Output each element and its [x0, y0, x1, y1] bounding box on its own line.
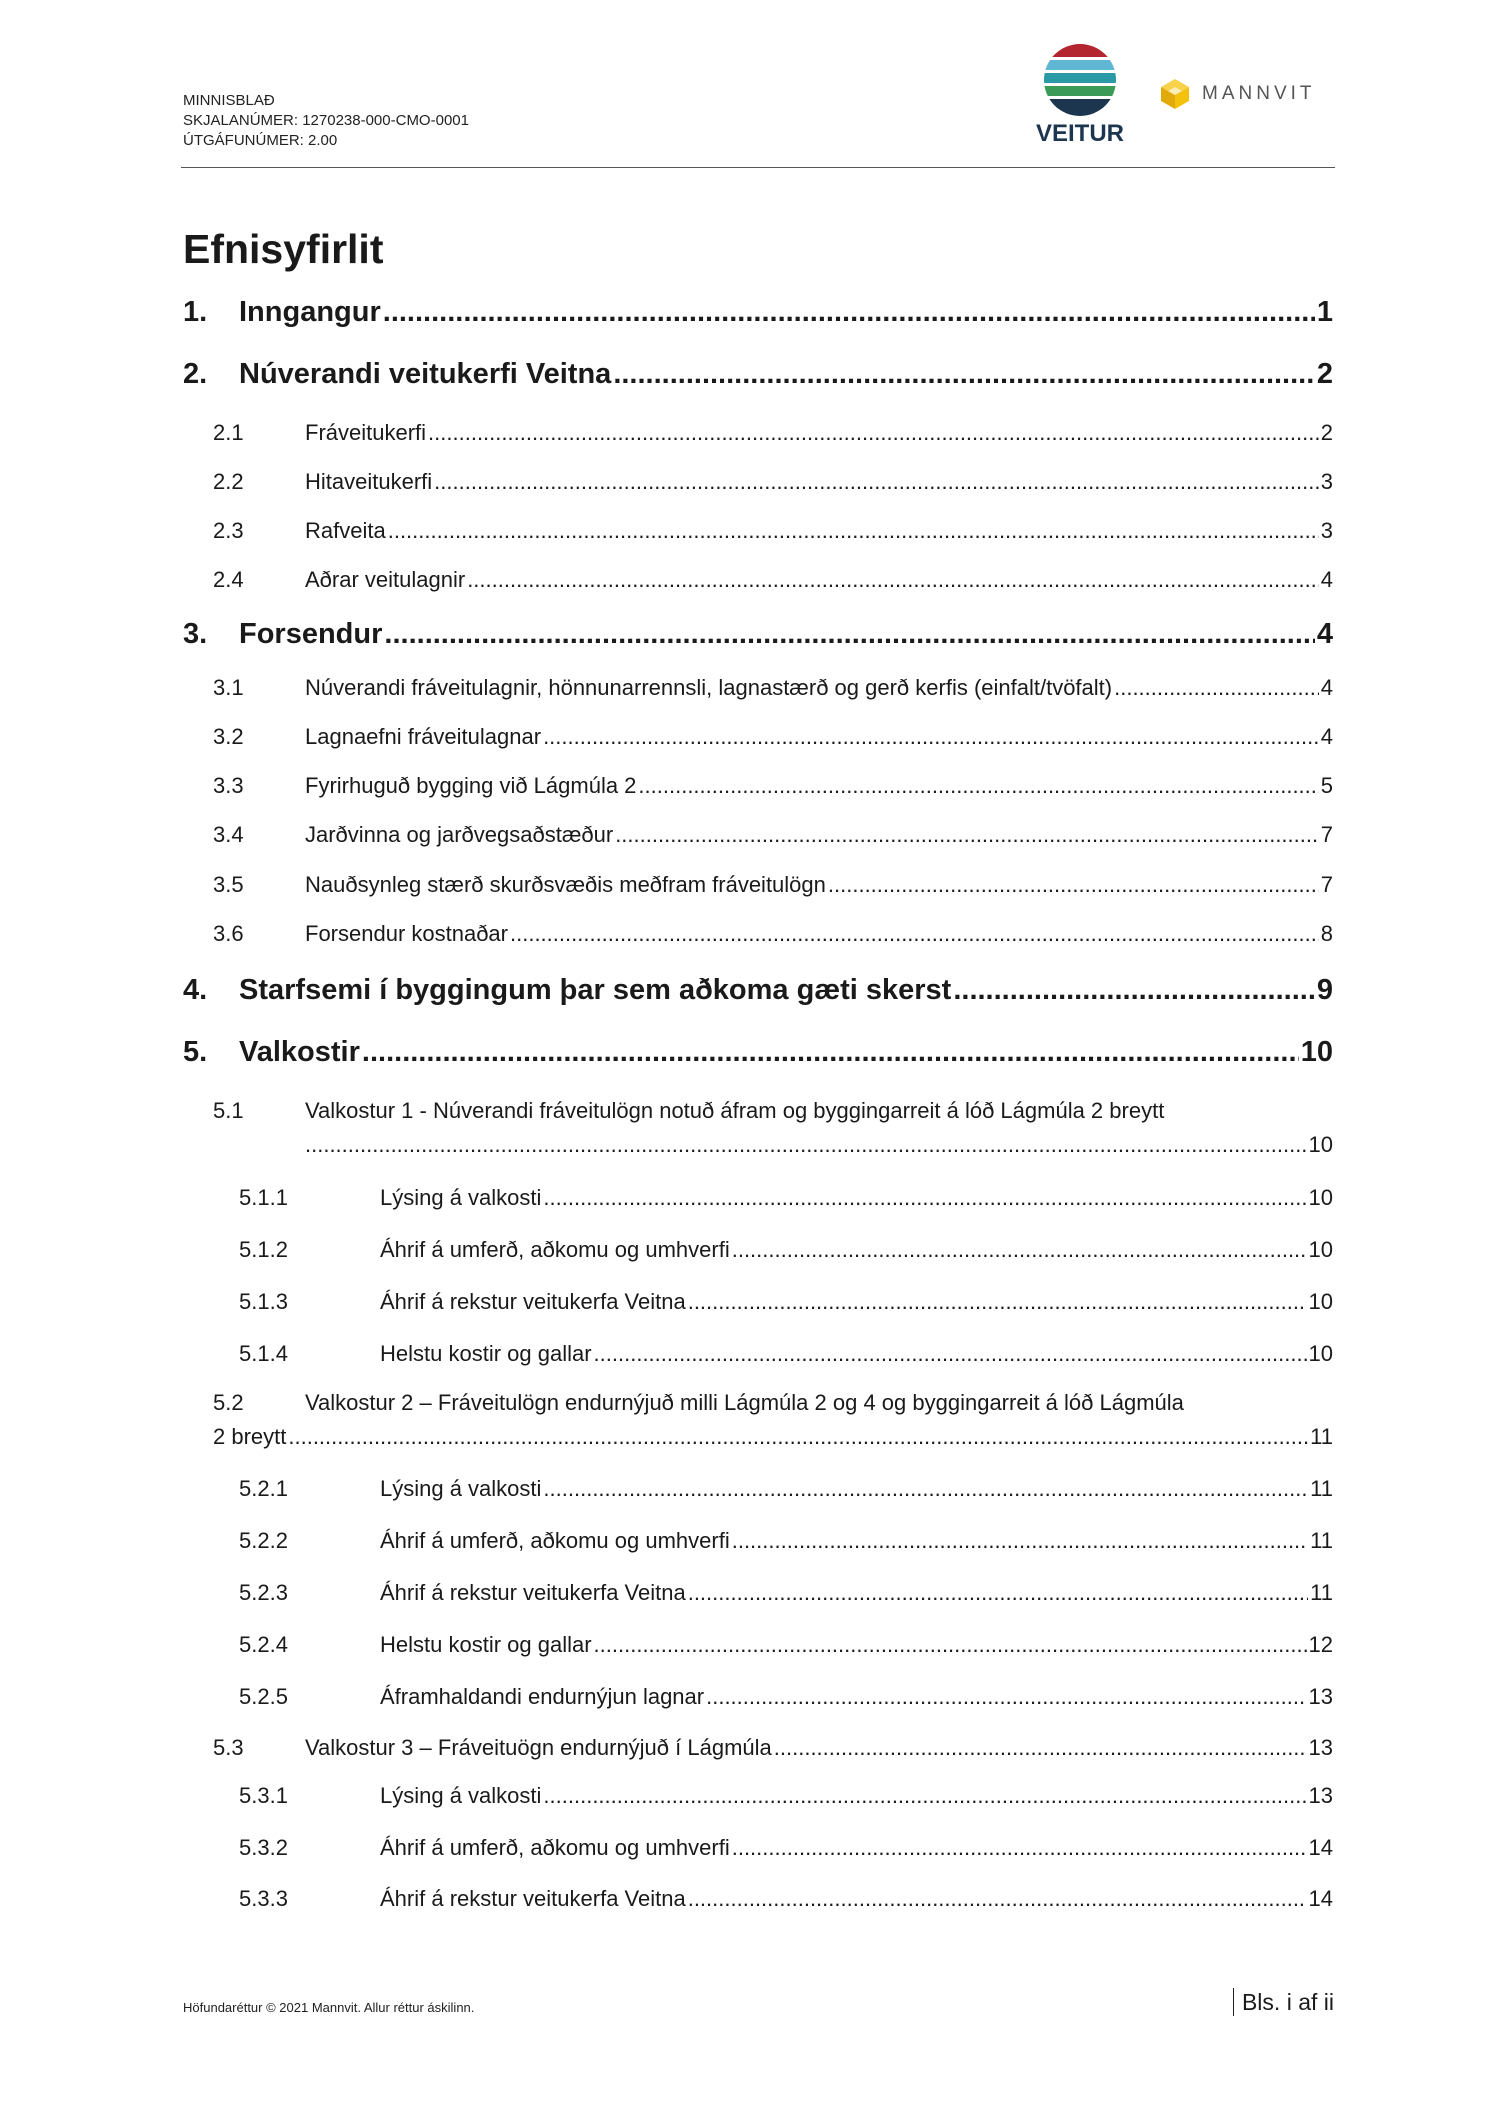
header-divider	[181, 167, 1335, 168]
toc-entry-page: 3	[1320, 469, 1333, 494]
toc-entry-3-2[interactable]	[183, 724, 1333, 764]
toc-entry-number: 5.2.5	[239, 1684, 288, 1709]
toc-entry-2-4[interactable]	[183, 567, 1333, 607]
doc-type: MINNISBLAÐ	[183, 92, 275, 109]
toc-entry-page: 2	[1320, 420, 1333, 445]
toc-entry-5-2-4[interactable]	[183, 1632, 1333, 1672]
toc-entry-label: Valkostur 1 - Núverandi fráveitulögn notuð áfram og byggingarreit á lóð Lágmúla 2 breytt	[305, 1098, 1165, 1123]
toc-entry-number: 5.2	[213, 1390, 244, 1415]
toc-dot-leader	[615, 822, 1319, 848]
toc-entry-page: 13	[1308, 1735, 1333, 1760]
toc-entry-label: Forsendur	[239, 618, 383, 650]
toc-entry-page: 14	[1308, 1886, 1333, 1911]
toc-entry-3-5[interactable]	[183, 872, 1333, 912]
mannvit-cube-icon	[1158, 77, 1192, 111]
toc-entry-number: 2.2	[213, 469, 244, 494]
toc-entry-page: 11	[1310, 1528, 1333, 1553]
toc-entry-5-1[interactable]	[183, 1098, 1333, 1170]
toc-entry-3-4[interactable]	[183, 822, 1333, 862]
toc-entry-page: 4	[1320, 724, 1333, 749]
toc-dot-leader	[288, 1424, 1308, 1450]
toc-entry-number: 5.1.2	[239, 1237, 288, 1262]
toc-entry-5-2-5[interactable]	[183, 1684, 1333, 1724]
toc-entry-number: 2.1	[213, 420, 244, 445]
toc-entry-page: 13	[1308, 1684, 1333, 1709]
file-number: SKJALANÚMER: 1270238-000-CMO-0001	[183, 112, 469, 129]
toc-entry-5-1-4[interactable]	[183, 1341, 1333, 1381]
version-number: ÚTGÁFUNÚMER: 2.00	[183, 132, 338, 149]
toc-entry-page: 4	[1320, 567, 1333, 592]
toc-entry-label: Lýsing á valkosti	[380, 1476, 542, 1501]
toc-dot-leader	[732, 1237, 1307, 1263]
veitur-logo	[1024, 36, 1136, 148]
toc-dot-leader	[732, 1835, 1307, 1861]
toc-entry-label: Lýsing á valkosti	[380, 1185, 542, 1210]
toc-entry-label: Áhrif á umferð, aðkomu og umhverfi	[380, 1237, 730, 1262]
toc-entry-number: 5.1.4	[239, 1341, 288, 1366]
toc-dot-leader	[510, 921, 1319, 947]
toc-entry-number: 3.3	[213, 773, 244, 798]
toc-entry-5-3-2[interactable]	[183, 1835, 1333, 1875]
toc-entry-page: 5	[1320, 773, 1333, 798]
toc-entry-label: Lýsing á valkosti	[380, 1783, 542, 1808]
toc-entry-page: 3	[1320, 518, 1333, 543]
toc-entry-5-2-1[interactable]	[183, 1476, 1333, 1516]
toc-entry-page: 7	[1320, 822, 1333, 847]
toc-entry-number: 5.	[183, 1036, 208, 1068]
toc-entry-number: 5.1.1	[239, 1185, 288, 1210]
toc-entry-page: 11	[1310, 1476, 1333, 1501]
toc-entry-page: 7	[1320, 872, 1333, 897]
toc-entry-label: Áhrif á umferð, aðkomu og umhverfi	[380, 1528, 730, 1553]
toc-entry-number: 2.4	[213, 567, 244, 592]
toc-entry-label: Starfsemi í byggingum þar sem aðkoma gæti skerst	[239, 974, 952, 1006]
toc-entry-number: 2.3	[213, 518, 244, 543]
toc-dot-leader	[613, 358, 1315, 391]
toc-entry-label: Áhrif á rekstur veitukerfa Veitna	[380, 1289, 686, 1314]
toc-entry-3-1[interactable]	[183, 675, 1333, 715]
toc-entry-label-continued: 2 breytt	[213, 1424, 287, 1449]
mannvit-logo	[1158, 74, 1316, 114]
toc-entry-3[interactable]	[183, 618, 1333, 658]
toc-entry-label: Áhrif á rekstur veitukerfa Veitna	[380, 1886, 686, 1911]
toc-dot-leader	[543, 1185, 1306, 1211]
toc-entry-label: Fráveitukerfi	[305, 420, 427, 445]
toc-entry-page: 4	[1320, 675, 1333, 700]
toc-entry-5-1-3[interactable]	[183, 1289, 1333, 1329]
toc-entry-3-3[interactable]	[183, 773, 1333, 813]
toc-dot-leader	[543, 724, 1319, 750]
toc-dot-leader	[434, 469, 1319, 495]
toc-dot-leader	[428, 420, 1319, 446]
toc-entry-5-2-2[interactable]	[183, 1528, 1333, 1568]
toc-entry-number: 5.3.1	[239, 1783, 288, 1808]
toc-entry-number: 5.2.1	[239, 1476, 288, 1501]
toc-entry-5-1-1[interactable]	[183, 1185, 1333, 1225]
toc-entry-page: 10	[1308, 1185, 1333, 1210]
toc-entry-page: 11	[1310, 1424, 1333, 1449]
toc-entry-number: 3.4	[213, 822, 244, 847]
toc-entry-page: 4	[1316, 618, 1333, 650]
toc-entry-5-3-3[interactable]	[183, 1886, 1333, 1926]
toc-entry-5-3[interactable]	[183, 1735, 1333, 1775]
toc-entry-page: 14	[1308, 1835, 1333, 1860]
toc-entry-page: 1	[1316, 296, 1333, 328]
toc-entry-page: 9	[1316, 974, 1333, 1006]
toc-entry-page: 2	[1316, 358, 1333, 390]
toc-entry-5[interactable]	[183, 1036, 1333, 1076]
toc-entry-page: 13	[1308, 1783, 1333, 1808]
toc-dot-leader	[362, 1036, 1299, 1069]
toc-entry-number: 5.2.2	[239, 1528, 288, 1553]
toc-title: Efnisyfirlit	[183, 226, 384, 272]
toc-entry-number: 1.	[183, 296, 208, 328]
toc-dot-leader	[594, 1341, 1307, 1367]
toc-entry-label: Rafveita	[305, 518, 386, 543]
toc-entry-label: Valkostir	[239, 1036, 360, 1068]
toc-entry-page: 11	[1310, 1580, 1333, 1605]
toc-entry-label: Fyrirhuguð bygging við Lágmúla 2	[305, 773, 637, 798]
toc-entry-5-1-2[interactable]	[183, 1237, 1333, 1277]
toc-entry-number: 5.1	[213, 1098, 244, 1123]
toc-dot-leader	[388, 518, 1319, 544]
toc-entry-label: Aðrar veitulagnir	[305, 567, 466, 592]
toc-entry-page: 8	[1320, 921, 1333, 946]
toc-entry-number: 3.5	[213, 872, 244, 897]
toc-entry-page: 10	[1300, 1036, 1333, 1068]
toc-entry-label: Núverandi fráveitulagnir, hönnunarrennsli, lagnastærð og gerð kerfis (einfalt/tvöfalt)	[305, 675, 1113, 700]
toc-dot-leader	[688, 1580, 1308, 1606]
footer-copyright: Höfundaréttur © 2021 Mannvit. Allur réttur áskilinn.	[183, 2000, 475, 2015]
toc-dot-leader	[543, 1476, 1308, 1502]
toc-dot-leader	[688, 1886, 1307, 1912]
toc-entry-number: 5.3.3	[239, 1886, 288, 1911]
toc-entry-label: Valkostur 3 – Fráveituögn endurnýjuð í Lágmúla	[305, 1735, 772, 1760]
toc-dot-leader	[1114, 675, 1319, 701]
veitur-logo-text: VEITUR	[1035, 120, 1125, 147]
toc-entry-2-3[interactable]	[183, 518, 1333, 558]
toc-dot-leader	[638, 773, 1318, 799]
toc-entry-label: Nauðsynleg stærð skurðsvæðis meðfram fráveitulögn	[305, 872, 826, 897]
toc-dot-leader	[543, 1783, 1306, 1809]
toc-entry-page: 10	[1308, 1132, 1333, 1157]
toc-dot-leader	[467, 567, 1319, 593]
toc-entry-number: 4.	[183, 974, 208, 1006]
toc-entry-number: 3.1	[213, 675, 244, 700]
toc-entry-label: Valkostur 2 – Fráveitulögn endurnýjuð milli Lágmúla 2 og 4 og byggingarreit á lóð Lágmúla	[305, 1390, 1184, 1415]
mannvit-logo-text: MANNVIT	[1202, 83, 1316, 104]
toc-dot-leader	[706, 1684, 1306, 1710]
toc-dot-leader	[953, 974, 1315, 1007]
toc-entry-3-6[interactable]	[183, 921, 1333, 961]
toc-entry-5-2-3[interactable]	[183, 1580, 1333, 1620]
toc-entry-2-1[interactable]	[183, 420, 1333, 460]
toc-entry-label: Jarðvinna og jarðvegsaðstæður	[305, 822, 614, 847]
footer-page-number: Bls. i af ii	[1233, 1988, 1334, 2016]
toc-entry-5-2[interactable]	[183, 1390, 1333, 1462]
toc-entry-page: 10	[1308, 1237, 1333, 1262]
document-meta	[183, 91, 469, 151]
toc-dot-leader	[774, 1735, 1307, 1761]
toc-entry-page: 10	[1308, 1341, 1333, 1366]
toc-entry-label: Hitaveitukerfi	[305, 469, 433, 494]
toc-entry-page: 12	[1308, 1632, 1333, 1657]
toc-entry-number: 5.3	[213, 1735, 244, 1760]
toc-entry-label: Lagnaefni fráveitulagnar	[305, 724, 542, 749]
toc-dot-leader	[305, 1132, 1307, 1158]
toc-entry-number: 5.2.4	[239, 1632, 288, 1657]
toc-entry-number: 3.2	[213, 724, 244, 749]
toc-entry-number: 5.1.3	[239, 1289, 288, 1314]
toc-entry-label: Forsendur kostnaðar	[305, 921, 508, 946]
toc-entry-label: Áhrif á umferð, aðkomu og umhverfi	[380, 1835, 730, 1860]
toc-entry-number: 3.	[183, 618, 208, 650]
toc-entry-2-2[interactable]	[183, 469, 1333, 509]
toc-entry-number: 2.	[183, 358, 208, 390]
toc-entry-label: Áframhaldandi endurnýjun lagnar	[380, 1684, 705, 1709]
toc-entry-label: Helstu kostir og gallar	[380, 1632, 592, 1657]
toc-entry-label: Núverandi veitukerfi Veitna	[239, 358, 612, 390]
toc-entry-number: 3.6	[213, 921, 244, 946]
toc-entry-4[interactable]	[183, 974, 1333, 1014]
toc-dot-leader	[828, 872, 1319, 898]
toc-dot-leader	[384, 618, 1314, 651]
toc-entry-label: Helstu kostir og gallar	[380, 1341, 592, 1366]
toc-dot-leader	[732, 1528, 1308, 1554]
toc-entry-label: Áhrif á rekstur veitukerfa Veitna	[380, 1580, 686, 1605]
toc-entry-1[interactable]	[183, 296, 1333, 336]
toc-dot-leader	[688, 1289, 1307, 1315]
toc-entry-number: 5.3.2	[239, 1835, 288, 1860]
toc-dot-leader	[383, 296, 1315, 329]
toc-entry-5-3-1[interactable]	[183, 1783, 1333, 1823]
toc-entry-number: 5.2.3	[239, 1580, 288, 1605]
toc-entry-2[interactable]	[183, 358, 1333, 398]
toc-entry-label: Inngangur	[239, 296, 381, 328]
toc-entry-page: 10	[1308, 1289, 1333, 1314]
toc-dot-leader	[594, 1632, 1307, 1658]
